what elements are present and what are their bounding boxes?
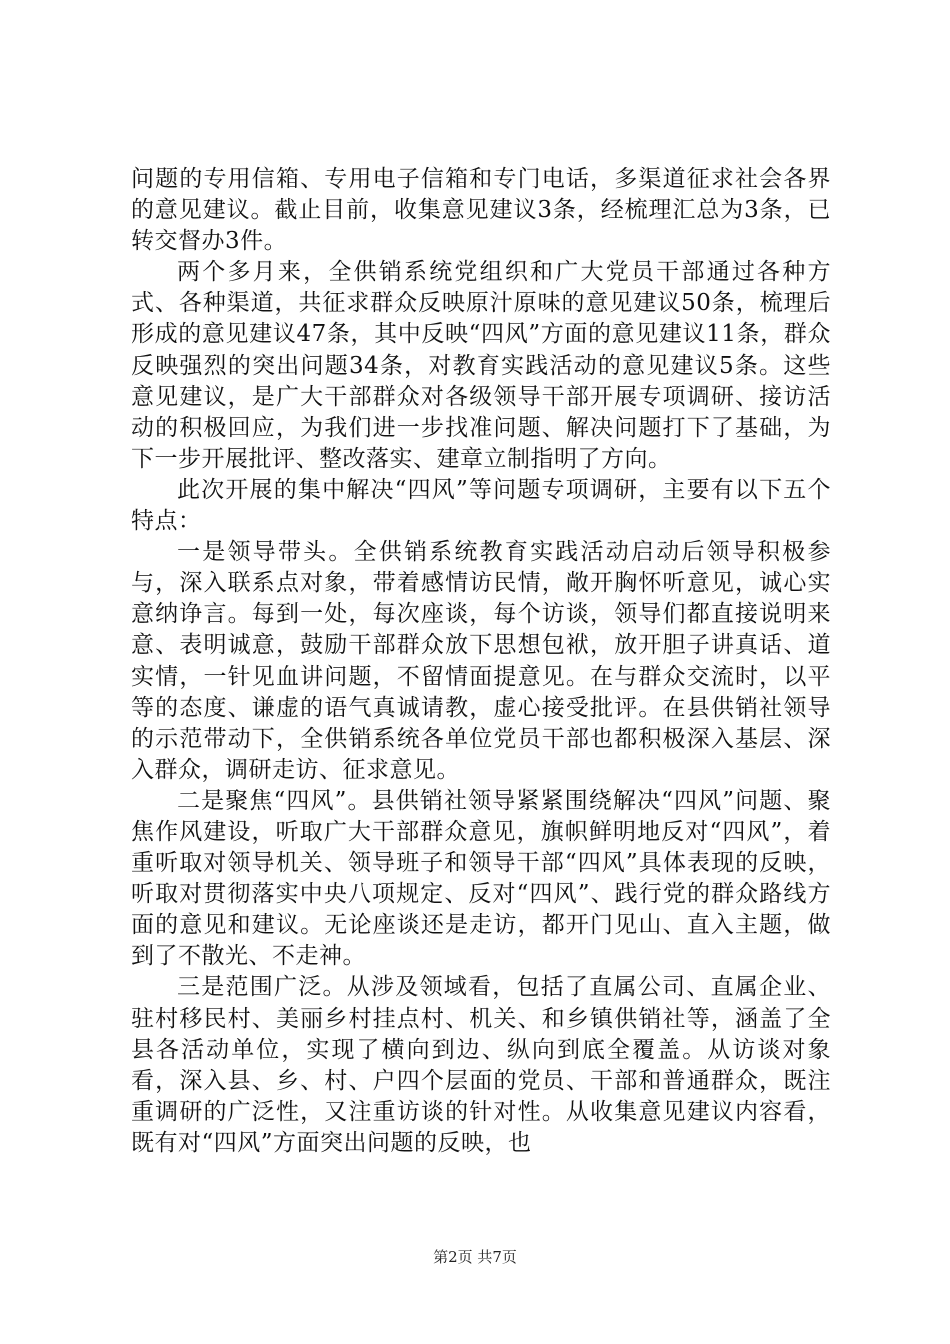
paragraph-5: 二是聚焦“四风”。县供销社领导紧紧围绕解决“四风”问题、聚焦作风建设，听取广大干部群众意见，旗帜鲜明地反对“四风”，着重听取对领导机关、领导班子和领导干部“四风”具体表现的反映，听取对贯彻落实中央八项规定、反对“四风”、践行党的群众路线方面的意见和建议。无论座谈还是走访，都开门见山、直入主题，做到了不散光、不走神。	[131, 787, 831, 970]
document-body	[131, 164, 831, 1159]
paragraph-6: 三是范围广泛。从涉及领域看，包括了直属公司、直属企业、驻村移民村、美丽乡村挂点村、机关、和乡镇供销社等，涵盖了全县各活动单位，实现了横向到边、纵向到底全覆盖。从访谈对象看，深入县、乡、村、户四个层面的党员、干部和普通群众，既注重调研的广泛性，又注重访谈的针对性。从收集意见建议内容看，既有对“四风”方面突出问题的反映，也	[131, 974, 831, 1156]
paragraph-3: 此次开展的集中解决“四风”等问题专项调研，主要有以下五个特点：	[131, 476, 831, 535]
paragraph-4: 一是领导带头。全供销系统教育实践活动启动后领导积极参与，深入联系点对象，带着感情访民情，敞开胸怀听意见，诚心实意纳诤言。每到一处，每次座谈，每个访谈，领导们都直接说明来意、表明诚意，鼓励干部群众放下思想包袱，放开胆子讲真话、道实情，一针见血讲问题，不留情面提意见。在与群众交流时，以平等的态度、谦虚的语气真诚请教，虚心接受批评。在县供销社领导的示范带动下，全供销系统各单位党员干部也都积极深入基层、深入群众，调研走访、征求意见。	[131, 539, 831, 783]
page-number-footer: 第2页 共7页	[433, 1248, 517, 1266]
paragraph-2: 两个多月来，全供销系统党组织和广大党员干部通过各种方式、各种渠道，共征求群众反映原汁原味的意见建议50条，梳理后形成的意见建议47条，其中反映“四风”方面的意见建议11条，群众反映强烈的突出问题34条，对教育实践活动的意见建议5条。这些意见建议，是广大干部群众对各级领导干部开展专项调研、接访活动的积极回应，为我们进一步找准问题、解决问题打下了基础，为下一步开展批评、整改落实、建章立制指明了方向。	[131, 259, 831, 472]
paragraph-1: 问题的专用信箱、专用电子信箱和专门电话，多渠道征求社会各界的意见建议。截止目前，收集意见建议3条，经梳理汇总为3条，已转交督办3件。	[131, 166, 831, 255]
